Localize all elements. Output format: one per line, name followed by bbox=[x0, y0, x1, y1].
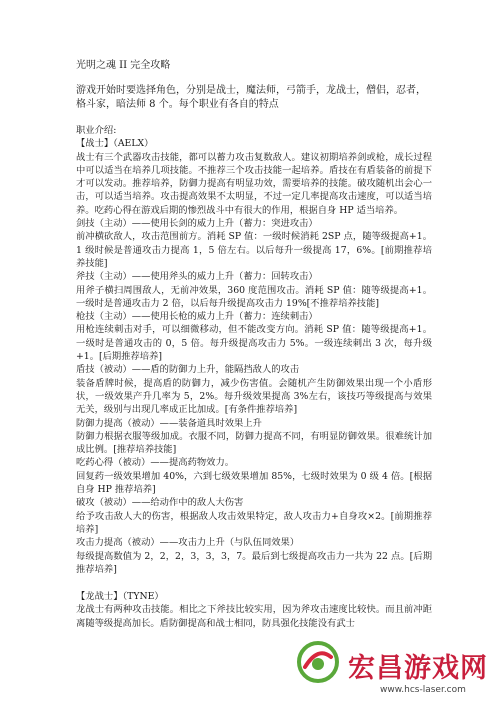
warrior-description: 战士有三个武器攻击技能，都可以蓄力攻击复数敌人。建议初期培养剑或枪，成长过程中可以适当在培养几项技能。不推荐三个攻击技能一起培养。盾技在有盾装备的前提下才可以发动。推荐培养，防御力提高有明显功效，需要培养的技能。破攻随机出会心一击，可以适当培养。攻击提高效果不太明显，不过一定几率提高攻击速度，可以适当培养。吃药心得在游戏后期的惨烈战斗中有很大的作用，根据自身 HP 适当培养。 bbox=[76, 151, 432, 216]
dragoon-heading: 【龙战士】（TYNE） bbox=[76, 591, 164, 603]
attack-skill-title: 攻击力提高（被动）——攻击力上升（与队伍同效果） bbox=[76, 537, 300, 549]
spear-skill-title: 枪技（主动）——使用长枪的威力上升（蓄力：连续刺击） bbox=[76, 311, 318, 323]
warrior-heading: 【战士】（AELX） bbox=[76, 138, 154, 150]
intro-paragraph: 游戏开始时要选择角色，分别是战士，魔法师，弓箭手，龙战士，僧侣，忍者，格斗家，暗法师 8 个。每个职业有各自的特点 bbox=[76, 85, 426, 111]
shield-skill-title: 盾技（被动）——盾的防御力上升，能隔挡敌人的攻击 bbox=[76, 364, 300, 376]
attack-skill-description: 每级提高数值为 2，2，2，3，3，3，7。最后到七级提高攻击力一共为 22 点。[后期推荐培养] bbox=[76, 550, 432, 575]
sword-skill-description: 前冲横砍敌人，攻击范围前方。消耗 SP 值：一级时候消耗 2SP 点，随等级提高+1。 1 级时候是普通攻击力提高 1，5 倍左右。以后每升一级提高 17，6%。[前期推荐培养技能] bbox=[76, 231, 432, 269]
axe-skill-title: 斧技（主动）——使用斧头的威力上升（蓄力：回转攻击） bbox=[76, 271, 318, 283]
break-skill-title: 破攻（被动）——给动作中的敌人大伤害 bbox=[76, 497, 244, 509]
section-label: 职业介绍: bbox=[76, 125, 117, 136]
watermark-brand: 宏昌游戏网 bbox=[348, 653, 488, 684]
sword-skill-title: 剑技（主动）——使用长剑的威力上升（蓄力：突进攻击） bbox=[76, 218, 318, 230]
axe-skill-description: 用斧子横扫周围敌人，无前冲效果，360 度范围攻击。消耗 SP 值：随等级提高+1。一级时是普通攻击力 2 倍，以后每升级提高攻击力 19%[不推荐培养技能] bbox=[76, 284, 432, 309]
potion-skill-title: 吃药心得（被动）——提高药物效力。 bbox=[76, 457, 235, 469]
dragoon-description: 龙战士有两种攻击技能。相比之下斧技比较实用，因为斧攻击速度比较快。而且前冲距离随等级提高加长。盾防御提高和战士相同，防具强化技能没有武士 bbox=[76, 604, 432, 629]
spear-skill-description: 用枪连续刺击对手，可以细微移动，但不能改变方向。消耗 SP 值：随等级提高+1。一级时是普通攻击的 0，5 倍。每升级提高攻击力 5%。一级连续刺出 3 次，每升级+1。[后期推荐培养] bbox=[76, 324, 432, 363]
site-watermark bbox=[296, 640, 496, 702]
defense-skill-description: 防御力根据衣服等级加成。衣服不同，防御力提高不同，有明显防御效果。很难统计加成比例。[推荐培养技能] bbox=[76, 430, 432, 456]
watermark-url: www.hcs-laser.com bbox=[380, 685, 466, 695]
section-spacer bbox=[76, 576, 432, 590]
potion-skill-description: 回复药一级效果增加 40%，六到七级效果增加 85%，七级时效果为 0 级 4 倍。[根据自身 HP 推荐培养] bbox=[76, 470, 432, 496]
watermark-logo-icon bbox=[296, 640, 340, 684]
break-skill-description: 给予攻击敌人大的伤害，根据敌人攻击效果特定，敌人攻击力+自身攻×2。[前期推荐培养] bbox=[76, 510, 432, 535]
shield-skill-description: 装备盾牌时候，提高盾的防御力，减少伤害值。会随机产生防御效果出现一个小盾形状，一级效果产升几率为 5，2%。每升级效果提高 3%左右，该技巧等级提高与效果无关，级别与出现几率成正比加成。[有条件推荐培养] bbox=[76, 377, 432, 416]
document-body bbox=[76, 124, 432, 630]
document-title: 光明之魂 II 完全攻略 bbox=[76, 60, 171, 71]
defense-skill-title: 防御力提高（被动）——装备道具时效果上升 bbox=[76, 417, 262, 429]
